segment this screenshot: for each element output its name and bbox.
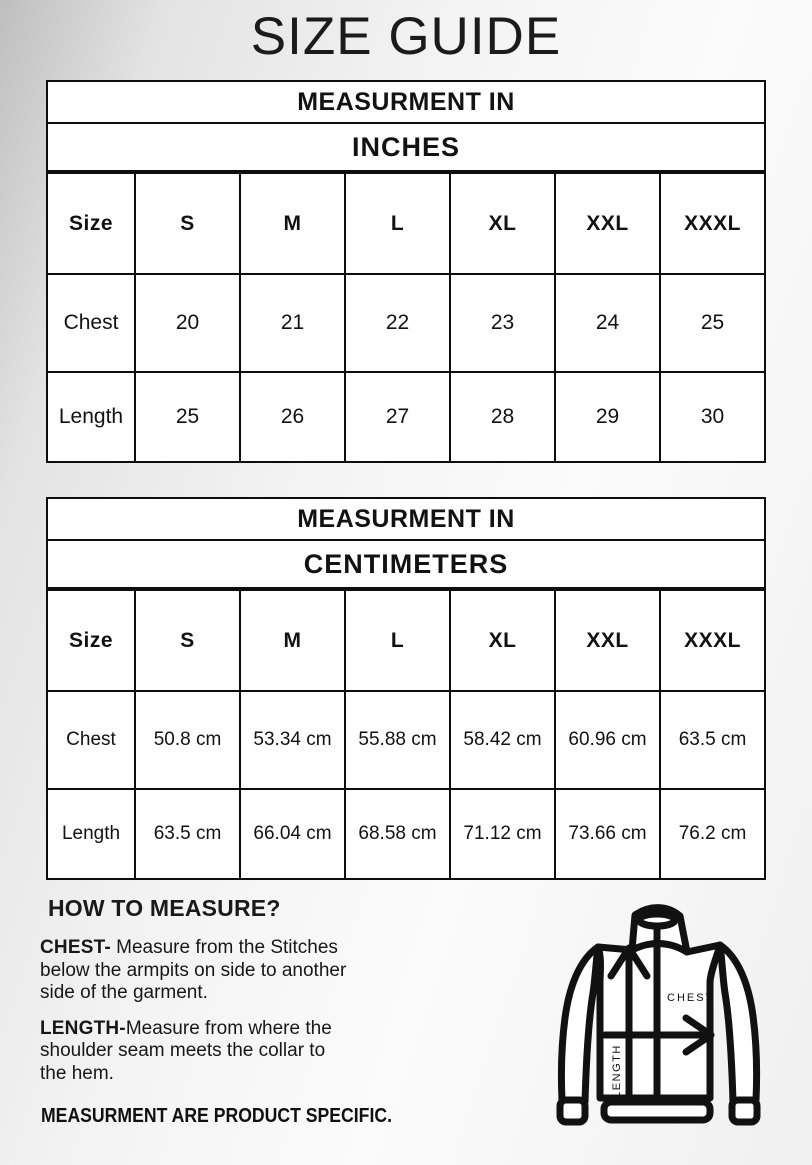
instruction-line bbox=[40, 937, 470, 960]
measurement-cell: 76.2 cm bbox=[660, 789, 765, 879]
jacket-left-sleeve bbox=[561, 947, 598, 1102]
length-row-label: Length bbox=[47, 789, 135, 879]
chest-row-label: Chest bbox=[47, 274, 135, 372]
size-table-inches bbox=[46, 80, 766, 463]
chest-diagram-label: CHEST bbox=[667, 992, 715, 1004]
length-label: LENGTH- bbox=[40, 1017, 126, 1039]
measurement-cell: 53.34 cm bbox=[240, 691, 345, 789]
measurement-cell: 71.12 cm bbox=[450, 789, 555, 879]
length-instructions bbox=[40, 1018, 470, 1086]
product-specific-note bbox=[41, 1104, 449, 1128]
instruction-line: shoulder seam meets the collar to bbox=[40, 1040, 326, 1061]
measurement-cell: 66.04 cm bbox=[240, 789, 345, 879]
length-diagram-label: LENGTH bbox=[611, 1044, 623, 1098]
how-to-measure-section bbox=[40, 895, 470, 1098]
size-header-cell: XXXL bbox=[660, 172, 765, 274]
table-row bbox=[47, 372, 765, 462]
measurement-cell: 68.58 cm bbox=[345, 789, 450, 879]
measurement-cell: 27 bbox=[345, 372, 450, 462]
size-header-cell: XL bbox=[450, 172, 555, 274]
chest-row-label: Chest bbox=[47, 691, 135, 789]
table-row bbox=[47, 540, 765, 589]
jacket-right-cuff bbox=[732, 1100, 757, 1122]
table-row bbox=[47, 274, 765, 372]
measurement-cell: 58.42 cm bbox=[450, 691, 555, 789]
measurement-cell: 55.88 cm bbox=[345, 691, 450, 789]
measurement-cell: 29 bbox=[555, 372, 660, 462]
table-title: MEASURMENT IN bbox=[47, 81, 765, 123]
table-unit-label: INCHES bbox=[47, 123, 765, 172]
measurement-cell: 20 bbox=[135, 274, 240, 372]
chest-instructions bbox=[40, 937, 470, 1005]
size-header-cell: S bbox=[135, 172, 240, 274]
size-header-cell: M bbox=[240, 172, 345, 274]
size-table-centimeters bbox=[46, 497, 766, 880]
measurement-cell: 21 bbox=[240, 274, 345, 372]
measurement-cell: 25 bbox=[135, 372, 240, 462]
instruction-line: below the armpits on side to another bbox=[40, 959, 347, 981]
table-title: MEASURMENT IN bbox=[47, 498, 765, 540]
instruction-line: the hem. bbox=[40, 1062, 114, 1084]
table-row bbox=[47, 789, 765, 879]
size-header-cell: XL bbox=[450, 589, 555, 691]
measurement-cell: 50.8 cm bbox=[135, 691, 240, 789]
measurement-cell: 73.66 cm bbox=[555, 789, 660, 879]
measurement-cell: 63.5 cm bbox=[135, 789, 240, 879]
measurement-cell: 23 bbox=[450, 274, 555, 372]
size-header-cell: M bbox=[240, 589, 345, 691]
jacket-right-sleeve bbox=[720, 945, 757, 1102]
measurement-cell: 26 bbox=[240, 372, 345, 462]
measurement-cell: 28 bbox=[450, 372, 555, 462]
measurement-cell: 63.5 cm bbox=[660, 691, 765, 789]
size-header-cell: L bbox=[345, 589, 450, 691]
product-specific-note-text: MEASURMENT ARE PRODUCT SPECIFIC. bbox=[41, 1104, 392, 1127]
jacket-left-cuff bbox=[560, 1100, 585, 1122]
size-row-label: Size bbox=[47, 172, 135, 274]
instruction-line: side of the garment. bbox=[40, 982, 208, 1003]
table-row bbox=[47, 589, 765, 691]
table-unit-label: CENTIMETERS bbox=[47, 540, 765, 589]
how-to-measure-heading: HOW TO MEASURE? bbox=[48, 895, 281, 921]
jacket-diagram-illustration bbox=[545, 888, 775, 1165]
page-title: SIZE GUIDE bbox=[250, 7, 562, 66]
instruction-line bbox=[40, 1018, 470, 1041]
measurement-cell: 60.96 cm bbox=[555, 691, 660, 789]
size-header-cell: XXXL bbox=[660, 589, 765, 691]
jacket-hem-band bbox=[604, 1102, 710, 1120]
size-header-cell: L bbox=[345, 172, 450, 274]
table-row bbox=[47, 691, 765, 789]
length-row-label: Length bbox=[47, 372, 135, 462]
size-header-cell: S bbox=[135, 589, 240, 691]
instruction-text: Measure from the Stitches bbox=[116, 937, 338, 958]
chest-label: CHEST- bbox=[40, 937, 111, 958]
measurement-cell: 25 bbox=[660, 274, 765, 372]
measurement-cell: 22 bbox=[345, 274, 450, 372]
table-row bbox=[47, 81, 765, 123]
size-row-label: Size bbox=[47, 589, 135, 691]
size-header-cell: XXL bbox=[555, 589, 660, 691]
table-row bbox=[47, 172, 765, 274]
measurement-cell: 30 bbox=[660, 372, 765, 462]
table-row bbox=[47, 498, 765, 540]
instruction-text: Measure from where the bbox=[125, 1017, 332, 1039]
size-header-cell: XXL bbox=[555, 172, 660, 274]
measurement-cell: 24 bbox=[555, 274, 660, 372]
table-row bbox=[47, 123, 765, 172]
